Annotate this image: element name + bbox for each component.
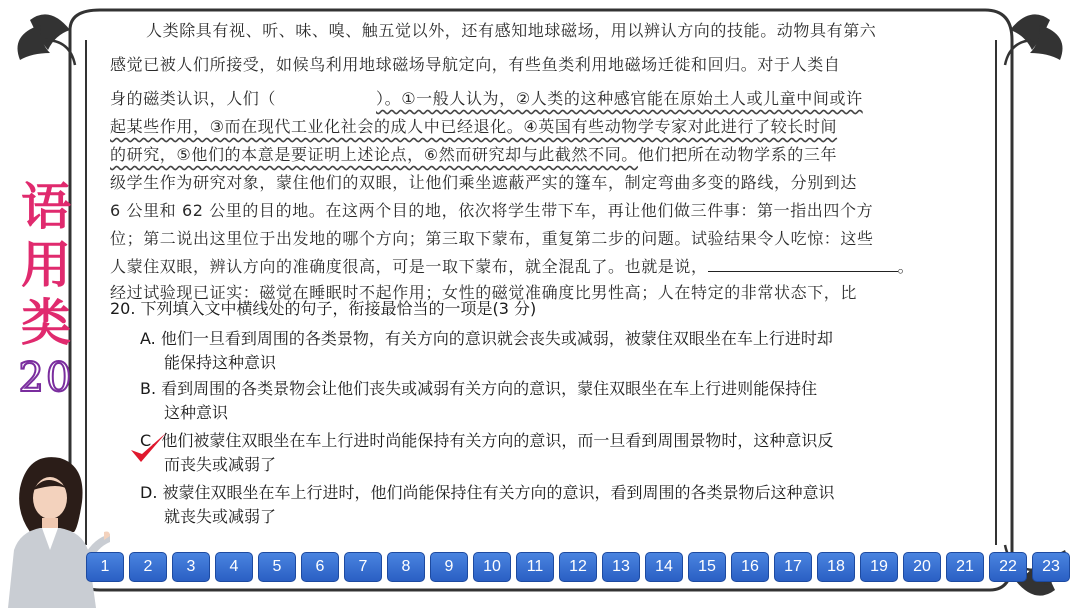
category-char: 用 — [21, 236, 71, 294]
option-c[interactable] — [140, 428, 833, 451]
option-letter: C. — [140, 431, 157, 450]
page-button-5[interactable]: 5 — [258, 552, 296, 582]
passage-fragment: 他们把所在动物学系的三年 — [637, 145, 838, 164]
passage-fragment: ）。①一般人认为，②人类的这种感官能在原始土人或儿童中间或许 — [376, 89, 863, 108]
option-letter: D. — [140, 483, 158, 502]
page-button-20[interactable]: 20 — [903, 552, 941, 582]
page-button-15[interactable]: 15 — [688, 552, 726, 582]
passage-fragment: 身的磁类认识，人们（ — [110, 89, 277, 108]
option-d[interactable] — [140, 480, 835, 503]
page-button-2[interactable]: 2 — [129, 552, 167, 582]
option-text: 他们被蒙住双眼坐在车上行进时尚能保持有关方向的意识，而一旦看到周围景物时，这种意识反 — [161, 431, 834, 450]
page-button-19[interactable]: 19 — [860, 552, 898, 582]
page-button-9[interactable]: 9 — [430, 552, 468, 582]
page-button-21[interactable]: 21 — [946, 552, 984, 582]
option-c-continued: 而丧失或减弱了 — [164, 455, 277, 474]
passage-line — [110, 142, 837, 165]
option-a-continued: 能保持这种意识 — [164, 353, 277, 372]
page-button-6[interactable]: 6 — [301, 552, 339, 582]
passage-line: 起某些作用，③而在现代工业化社会的成人中已经退化。④英国有些动物学专家对此进行了较长时间 — [110, 117, 838, 136]
page-button-10[interactable]: 10 — [473, 552, 511, 582]
page-button-3[interactable]: 3 — [172, 552, 210, 582]
page-button-23[interactable]: 23 — [1032, 552, 1070, 582]
passage-line: 人类除具有视、听、味、嗅、触五觉以外，还有感知地球磁场，用以辨认方向的技能。动物具有第六 — [146, 21, 877, 40]
option-b-continued: 这种意识 — [164, 403, 229, 422]
option-d-continued: 就丧失或减弱了 — [164, 507, 277, 526]
page-button-16[interactable]: 16 — [731, 552, 769, 582]
option-b[interactable] — [140, 376, 817, 399]
option-letter: B. — [140, 379, 157, 398]
passage-line — [110, 86, 863, 109]
page-button-17[interactable]: 17 — [774, 552, 812, 582]
teacher-avatar — [0, 448, 110, 608]
passage-fragment: 的研究，⑤他们的本意是要证明上述论点，⑥然而研究却与此截然不同。 — [110, 145, 638, 164]
category-char: 类 — [21, 294, 71, 352]
page-button-11[interactable]: 11 — [516, 552, 554, 582]
option-text: 被蒙住双眼坐在车上行进时，他们尚能保持住有关方向的意识，看到周围的各类景物后这种意识 — [162, 483, 835, 502]
page-button-14[interactable]: 14 — [645, 552, 683, 582]
option-text: 他们一旦看到周围的各类景物，有关方向的意识就会丧失或减弱，被蒙住双眼坐在车上行进时却 — [160, 329, 833, 348]
passage-line: 级学生作为研究对象，蒙住他们的双眼，让他们乘坐遮蔽严实的篷车，制定弯曲多变的路线，分别到达 — [110, 173, 858, 192]
category-char: 语 — [21, 178, 71, 236]
passage-fragment: 人蒙住双眼，辨认方向的准确度很高，可是一取下蒙布，就全混乱了。也就是说， — [110, 257, 708, 276]
check-icon — [128, 430, 168, 466]
option-a[interactable] — [140, 326, 833, 349]
page-button-7[interactable]: 7 — [344, 552, 382, 582]
passage-line — [110, 254, 914, 277]
page-button-4[interactable]: 4 — [215, 552, 253, 582]
answer-blank — [708, 258, 898, 272]
passage-fragment: 。 — [897, 257, 915, 276]
page-button-18[interactable]: 18 — [817, 552, 855, 582]
passage-line: 感觉已被人们所接受，如候鸟利用地球磁场导航定向，有些鱼类利用地磁场迁徙和回归。对于人类自 — [110, 55, 841, 74]
option-letter: A. — [140, 329, 156, 348]
page-button-1[interactable]: 1 — [86, 552, 124, 582]
question-stem: 20. 下列填入文中横线处的句子，衔接最恰当的一项是(3 分) — [110, 299, 537, 318]
page-button-8[interactable]: 8 — [387, 552, 425, 582]
question-number-badge: 20 — [18, 355, 74, 401]
page-button-13[interactable]: 13 — [602, 552, 640, 582]
passage-line: 6 公里和 62 公里的目的地。在这两个目的地，依次将学生带下车，再让他们做三件事：第一指出四个方 — [110, 201, 874, 220]
option-text: 看到周围的各类景物会让他们丧失或减弱有关方向的意识，蒙住双眼坐在车上行进则能保持住 — [161, 379, 818, 398]
category-title — [14, 178, 78, 352]
page-button-22[interactable]: 22 — [989, 552, 1027, 582]
page-button-12[interactable]: 12 — [559, 552, 597, 582]
passage-line: 位；第二说出这里位于出发地的哪个方向；第三取下蒙布，重复第二步的问题。试验结果令人吃惊：这些 — [110, 229, 874, 248]
passage-line: 经过试验现已证实：磁觉在睡眠时不起作用；女性的磁觉准确度比男性高；人在特定的非常状态下，比 — [110, 283, 858, 302]
